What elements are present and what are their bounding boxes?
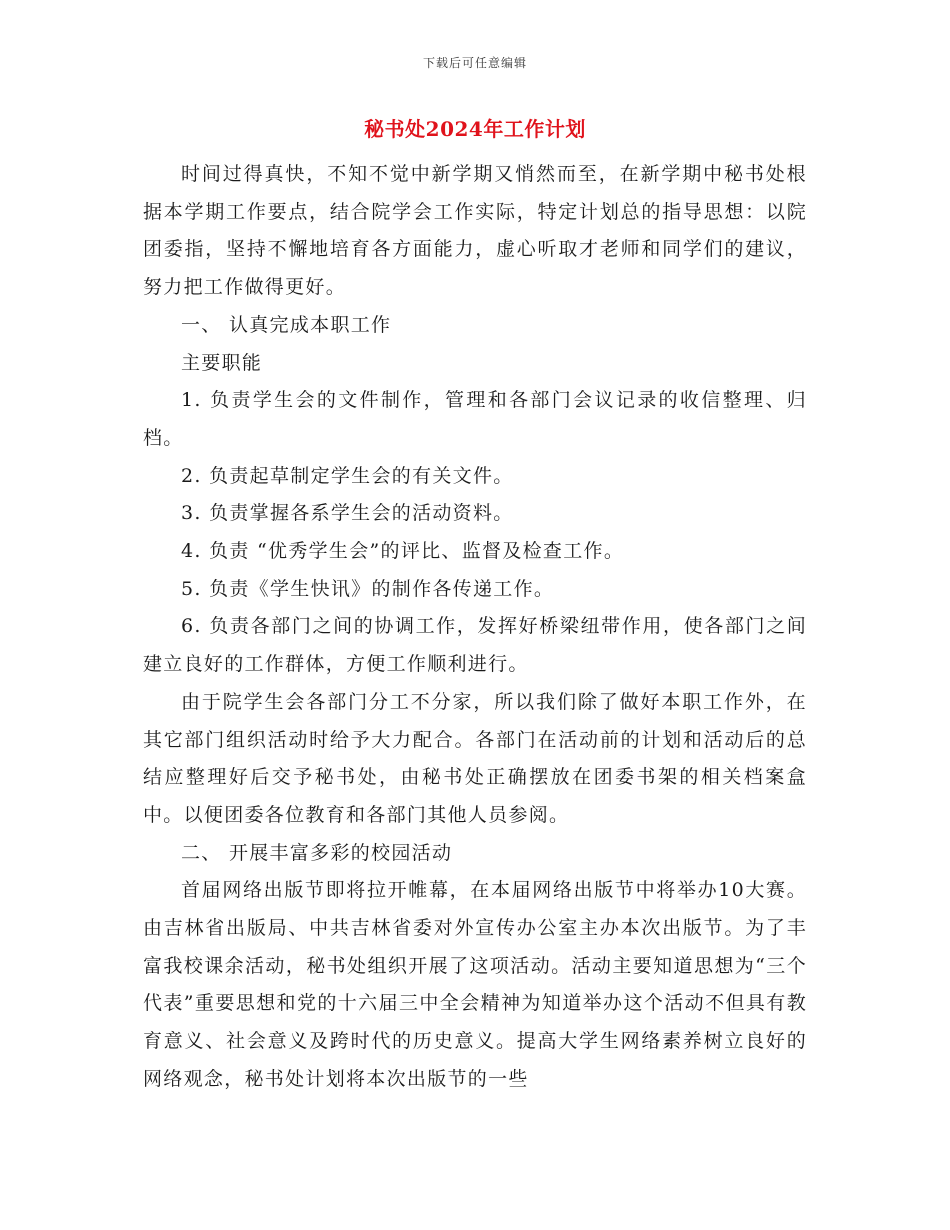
duty-item-2: 2. 负责起草制定学生会的有关文件。 [181,464,514,487]
paragraph-intro: 时间过得真快，不知不觉中新学期又悄然而至，在新学期中秘书处根据本学期工作要点，结合院学会工作实际，特定计划总的指导思想：以院团委指，坚持不懈地培育各方面能力，虚心听取才老师和同学们的建议，努力把工作做得更好。 [143,163,807,299]
duty-item-3: 3. 负责掌握各系学生会的活动资料。 [181,502,514,525]
paragraph-cooperation: 由于院学生会各部门分工不分家，所以我们除了做好本职工作外，在其它部门组织活动时给予大力配合。各部门在活动前的计划和活动后的总结应整理好后交予秘书处，由秘书处正确摆放在团委书架的相关档案盒中。以便团委各位教育和各部门其他人员参阅。 [143,690,807,826]
section-heading-1: 一、 认真完成本职工作 [181,313,392,336]
subheading-main-duties: 主要职能 [181,351,263,374]
header-note: 下载后可任意编辑 [422,56,527,70]
document-title: 秘书处2024年工作计划 [364,117,586,141]
duty-item-5: 5. 负责《学生快讯》的制作各传递工作。 [181,577,555,600]
duty-item-1: 1. 负责学生会的文件制作，管理和各部门会议记录的收信整理、归档。 [143,389,807,449]
paragraph-publishing-festival: 首届网络出版节即将拉开帷幕，在本届网络出版节中将举办10大赛。由吉林省出版局、中共吉林省委对外宣传办公室主办本次出版节。为了丰富我校课余活动，秘书处组织开展了这项活动。活动主要知道思想为“三个代表”重要思想和党的十六届三中全会精神为知道举办这个活动不但具有教育意义、社会意义及跨时代的历史意义。提高大学生网络素养树立良好的网络观念，秘书处计划将本次出版节的一些 [143,879,807,1090]
duty-item-6: 6. 负责各部门之间的协调工作，发挥好桥梁纽带作用，使各部门之间建立良好的工作群体，方便工作顺利进行。 [143,615,807,676]
duty-item-4: 4. 负责 “优秀学生会”的评比、监督及检查工作。 [181,540,625,563]
section-heading-2: 二、 开展丰富多彩的校园活动 [181,841,453,864]
document-body [143,156,807,1099]
